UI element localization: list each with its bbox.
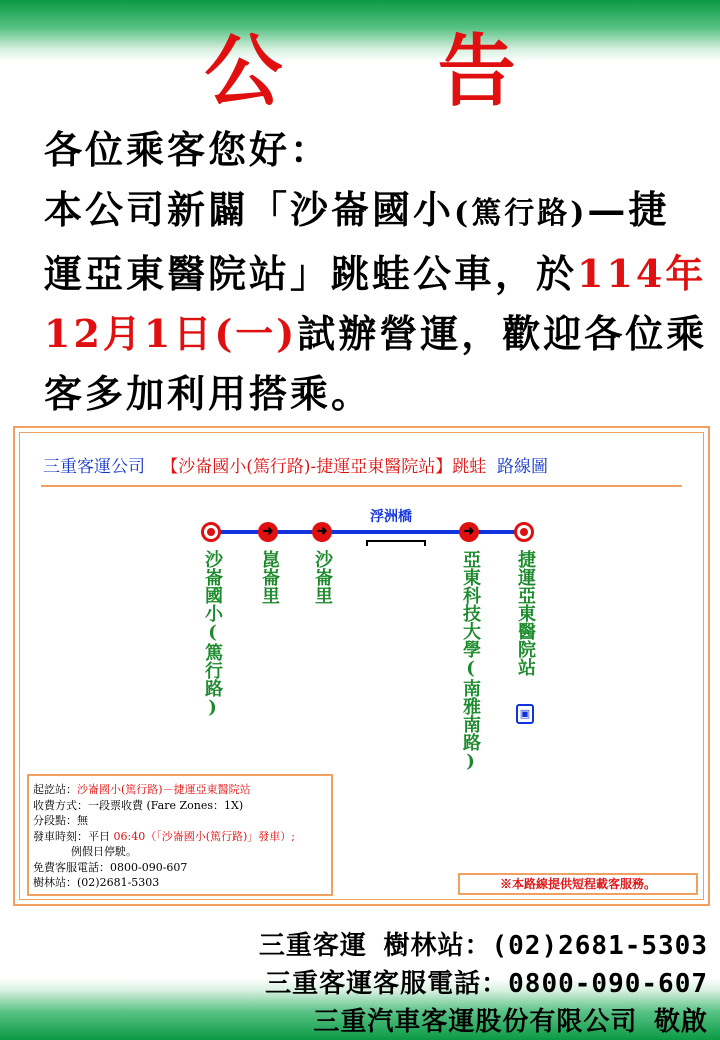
- info-hotline: 免費客服電話：0800-090-607: [33, 860, 188, 874]
- footer-signature: 三重汽車客運股份有限公司 敬啟: [313, 1007, 708, 1037]
- stop-name: 沙崙里: [312, 550, 333, 604]
- bridge-label: 浮洲橋: [370, 509, 412, 525]
- notice-line-3: 運亞東醫院站」跳蛙公車，於114年: [44, 251, 707, 296]
- footer-hotline: 三重客運客服電話：0800-090-607: [265, 969, 708, 999]
- notice-line-2: 本公司新闢「沙崙國小(篤行路)—捷: [44, 187, 670, 232]
- start-date: 12月1日(一): [44, 311, 298, 356]
- footer-station-phone: 三重客運 樹林站：(02)2681-5303: [258, 931, 708, 961]
- bridge-marker: [366, 540, 426, 546]
- info-holiday: 例假日停駛。: [71, 845, 137, 858]
- start-year: 114年: [577, 251, 707, 296]
- map-title-tail: 路線圖: [497, 457, 549, 477]
- route-info-box: [27, 774, 333, 896]
- notice-line-1: 各位乘客您好：: [44, 127, 332, 172]
- notice-line-4: 12月1日(一)試辦營運，歡迎各位乘: [44, 311, 708, 356]
- stop-marker-end: [514, 522, 534, 542]
- announcement-title: 公 告: [204, 26, 580, 117]
- info-section: 分段點：無: [33, 814, 88, 827]
- stop-name: 崑崙里: [259, 550, 280, 604]
- metro-icon: ▣: [516, 704, 534, 724]
- route-map-header: [43, 452, 548, 477]
- map-header-divider: [41, 485, 682, 487]
- map-route-name: 【沙崙國小(篤行路)-捷運亞東醫院站】跳蛙: [161, 457, 487, 477]
- stop-marker-arrow: ➜: [459, 522, 479, 542]
- stop-marker-arrow: ➜: [258, 522, 278, 542]
- stop-marker-start: [201, 522, 221, 542]
- service-note: ※本路線提供短程載客服務。: [458, 873, 698, 895]
- info-fare: 收費方式：一段票收費 (Fare Zones：1X): [33, 798, 244, 812]
- info-station-phone: 樹林站：(02)2681-5303: [33, 876, 160, 889]
- map-company: 三重客運公司: [43, 457, 145, 477]
- stop-marker-arrow: ➜: [312, 522, 332, 542]
- stop-name: 亞東科技大學(南雅南路): [460, 550, 481, 772]
- stop-name: 沙崙國小(篤行路): [202, 550, 223, 718]
- info-start-end: 起訖站：沙崙國小(篤行路)－捷運亞東醫院站: [33, 783, 251, 796]
- stop-name: 捷運亞東醫院站: [515, 550, 536, 676]
- notice-body: [44, 120, 708, 424]
- notice-line-5: 客多加利用搭乘。: [44, 371, 373, 416]
- info-departure: 發車時刻：平日 06:40（「沙崙國小(篤行路)」發車）;: [33, 829, 295, 843]
